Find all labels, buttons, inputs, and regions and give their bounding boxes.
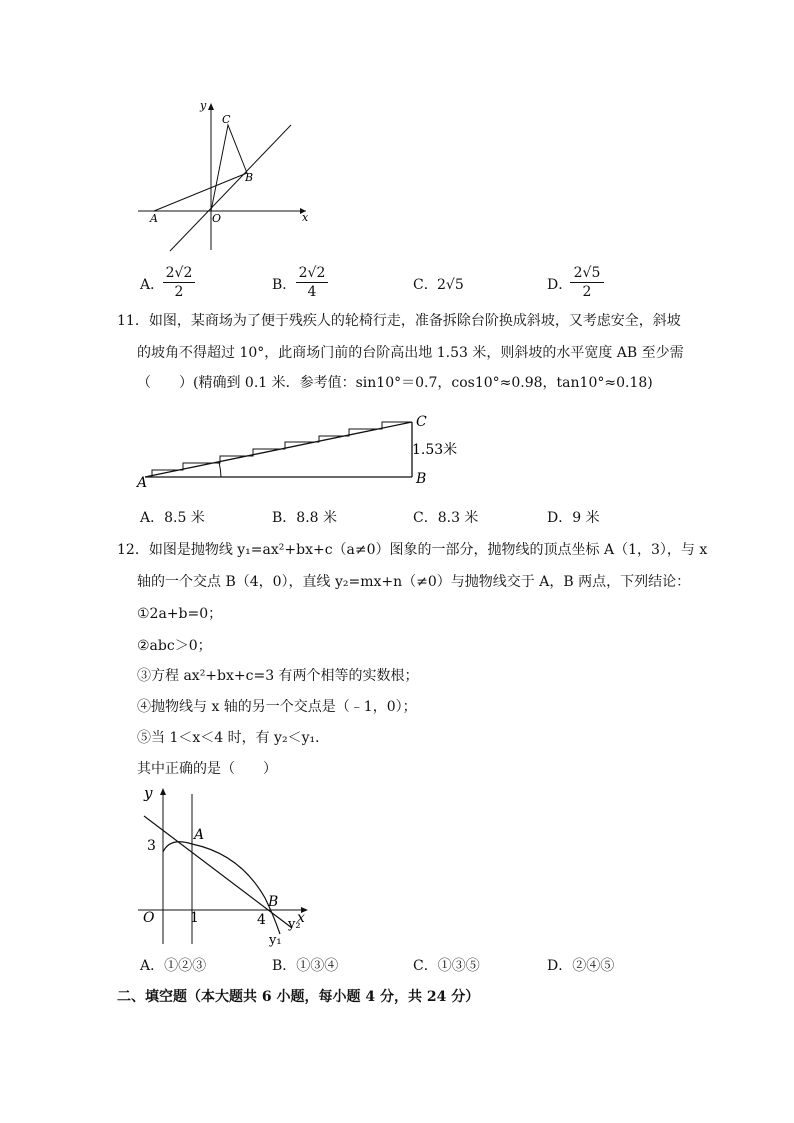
q12-conclusion-3: ③方程 ax²+bx+c=3 有两个相等的实数根； <box>137 668 419 684</box>
q12-conclusion-1: ①2a+b=0； <box>137 606 223 622</box>
q10-option-a-num: 2√2 <box>163 264 195 283</box>
q10-option-b-label: B． <box>272 277 297 293</box>
q10-b-label: B <box>245 171 254 184</box>
q12-tick-3: 3 <box>147 838 156 854</box>
q12-line-1: 12．如图是抛物线 y₁=ax²+bx+c（a≠0）图象的一部分，抛物线的顶点坐标 A（1，3），与 x <box>117 542 708 558</box>
q10-option-b-num: 2√2 <box>296 264 328 283</box>
q12-ask: 其中正确的是（ ） <box>137 761 277 777</box>
q10-o-label: O <box>212 212 222 225</box>
q10-option-d-label: D． <box>547 277 573 293</box>
q12-tick-4: 4 <box>257 912 266 928</box>
q10-option-c-label: C． <box>413 277 438 293</box>
q11-option-a: A．8.5 米 <box>140 510 205 526</box>
q11-option-b: B．8.8 米 <box>272 510 338 526</box>
q10-y-label: y <box>200 99 207 112</box>
q11-option-c: C．8.3 米 <box>413 510 479 526</box>
q11-b-label: B <box>416 471 427 487</box>
q12-y1-label: y₁ <box>269 933 282 947</box>
y-axis-arrow <box>160 788 166 795</box>
q12-conclusion-2: ②abc＞0； <box>137 638 212 654</box>
q10-option-c-value: 2√5 <box>437 277 464 293</box>
q11-line-2: 的坡角不得超过 10°，此商场门前的台阶高出地 1.53 米，则斜坡的水平宽度 AB 至少需 <box>137 345 684 361</box>
q12-option-c: C．①③⑤ <box>413 958 480 974</box>
q11-line-3: （ ）(精确到 0.1 米．参考值：sin10°＝0.7，cos10°≈0.98，tan10°≈0.18) <box>137 375 653 391</box>
q10-option-a-fraction <box>163 264 195 301</box>
diagonal-line <box>170 125 291 251</box>
q11-a-label: A <box>137 475 148 490</box>
q12-option-d: D．②④⑤ <box>547 958 615 974</box>
q11-line-1: 11．如图，某商场为了便于残疾人的轮椅行走，准备拆除台阶换成斜坡，又考虑安全，斜坡 <box>117 313 681 329</box>
q11-option-d: D．9 米 <box>547 510 600 526</box>
q12-line-2: 轴的一个交点 B（4，0），直线 y₂=mx+n（≠0）与抛物线交于 A，B 两点，下列结论： <box>137 574 691 590</box>
q11-figure <box>135 410 475 490</box>
q10-option-b-den: 4 <box>307 284 317 300</box>
q10-option-d-fraction <box>570 264 604 301</box>
q12-conclusion-4: ④抛物线与 x 轴的另一个交点是（﹣1，0）； <box>137 699 417 715</box>
q11-c-label: C <box>416 414 427 430</box>
q10-x-label: x <box>302 211 309 224</box>
q12-b-label: B <box>268 894 279 910</box>
q10-option-a-den: 2 <box>174 284 184 300</box>
q12-conclusion-5: ⑤当 1＜x＜4 时，有 y₂＜y₁． <box>137 730 330 746</box>
q10-option-a-label: A． <box>140 277 165 293</box>
segment-ab <box>154 173 247 211</box>
q10-figure <box>130 95 310 260</box>
q11-height-label: 1.53米 <box>412 442 458 458</box>
q12-y2-label: y₂ <box>288 917 301 932</box>
angle-arc <box>219 462 221 477</box>
q12-a-label: A <box>194 827 205 843</box>
q10-option-d-num: 2√5 <box>570 264 604 283</box>
q12-option-b: B．①③④ <box>272 958 339 974</box>
line-y2 <box>144 816 292 928</box>
q10-option-b-fraction <box>296 264 328 301</box>
q10-option-d-den: 2 <box>582 284 592 300</box>
q12-option-a: A．①②③ <box>140 958 207 974</box>
q10-a-label: A <box>150 212 158 225</box>
y-axis-arrow <box>208 103 214 110</box>
section-2-heading: 二、填空题（本大题共 6 小题，每小题 4 分，共 24 分） <box>117 989 480 1005</box>
q12-x-label: x <box>297 910 305 926</box>
triangle-ocb <box>211 125 247 211</box>
q12-figure <box>130 782 320 947</box>
q12-tick-1: 1 <box>190 910 199 926</box>
q12-y-label: y <box>144 784 153 802</box>
q12-o-label: O <box>143 910 155 926</box>
q10-c-label: C <box>222 113 231 126</box>
